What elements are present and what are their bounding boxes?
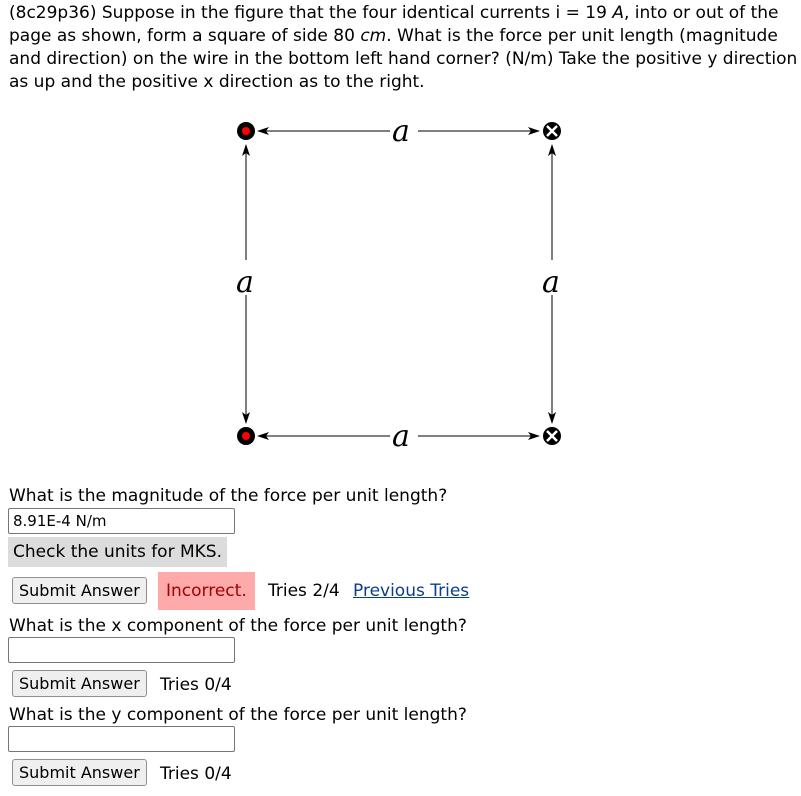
q3-answer-input[interactable]: [8, 726, 235, 752]
square-wires-figure: [228, 112, 578, 457]
problem-mid: , into or out of the page as shown, form a square of side 80: [9, 3, 779, 46]
problem-statement: [9, 2, 799, 94]
q2-submit-button[interactable]: Submit Answer: [12, 670, 147, 697]
q2-answer-input[interactable]: [8, 637, 235, 663]
q2-question: What is the x component of the force per unit length?: [9, 616, 467, 636]
problem-intro: (8c29p36) Suppose in the figure that the four identical currents i = 19: [9, 3, 613, 23]
wire-bottom-left-out-of-page-icon: [237, 427, 255, 445]
problem-rest: . What is the force per unit length (magnitude and direction) on the wire in the bottom left hand corner? (N/m) Take the positive y direction as up and the positive x direction as to the right.: [9, 26, 798, 92]
right-side-label: a: [542, 265, 560, 300]
wire-top-left-out-of-page-icon: [237, 122, 255, 140]
current-unit: A: [612, 3, 624, 23]
bottom-side-label: a: [392, 419, 410, 454]
q1-previous-tries-link[interactable]: Previous Tries: [353, 581, 470, 601]
q3-submit-button[interactable]: Submit Answer: [12, 759, 147, 786]
q1-submit-button[interactable]: Submit Answer: [12, 577, 147, 604]
q1-hint: Check the units for MKS.: [8, 537, 227, 567]
q1-answer-input[interactable]: [8, 508, 235, 534]
length-unit: cm: [360, 26, 387, 46]
q1-question: What is the magnitude of the force per unit length?: [9, 486, 448, 506]
left-side-label: a: [236, 265, 254, 300]
q1-status-badge: Incorrect.: [158, 572, 255, 610]
q3-question: What is the y component of the force per unit length?: [9, 705, 467, 725]
q2-tries: Tries 0/4: [160, 675, 232, 695]
wire-top-right-into-page-icon: [543, 122, 561, 140]
wire-bottom-right-into-page-icon: [543, 427, 561, 445]
top-side-label: a: [392, 114, 410, 149]
q1-tries: Tries 2/4: [268, 581, 340, 601]
q3-tries: Tries 0/4: [160, 764, 232, 784]
